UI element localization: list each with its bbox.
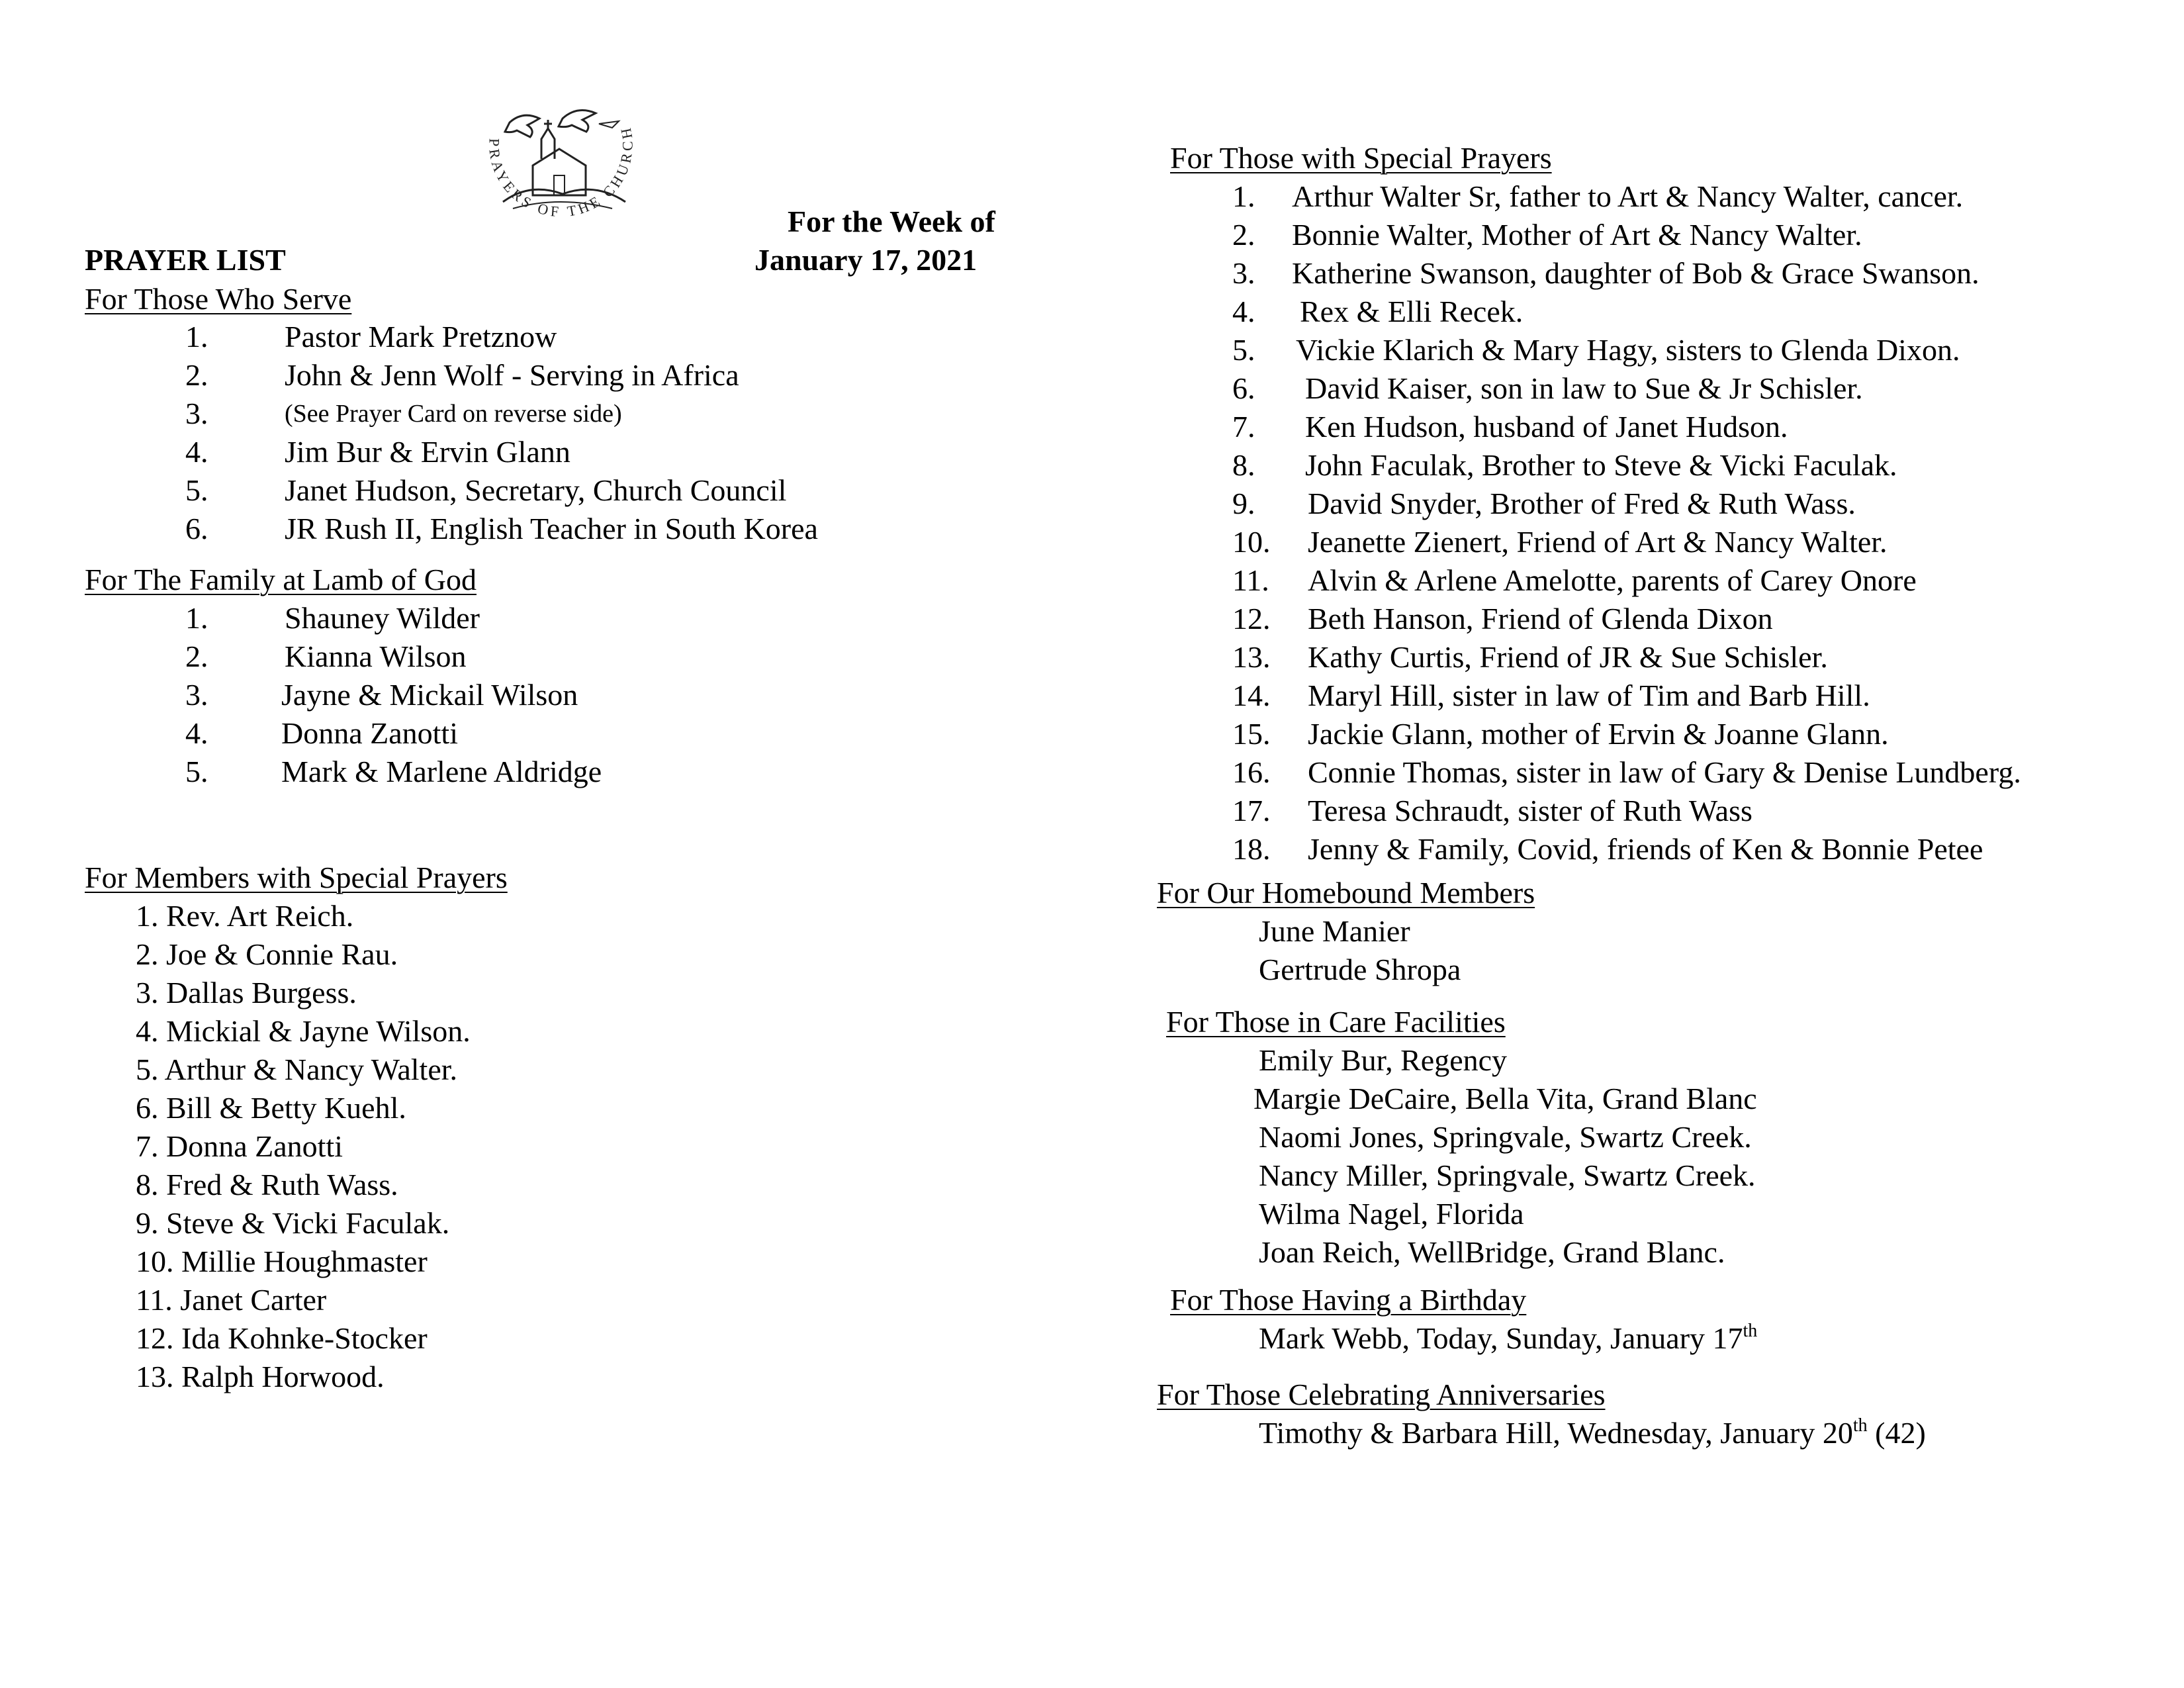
list-item: Joan Reich, WellBridge, Grand Blanc. (1259, 1235, 1725, 1269)
serve-heading: For Those Who Serve (85, 282, 352, 316)
prayers-of-the-church-logo (463, 96, 662, 248)
list-item: Margie DeCaire, Bella Vita, Grand Blanc (1253, 1082, 1757, 1115)
list-item: 3. Dallas Burgess. (136, 976, 357, 1009)
family-heading: For The Family at Lamb of God (85, 563, 477, 596)
homebound-heading: For Our Homebound Members (1157, 876, 1535, 910)
svg-text:PRAYERS OF THE CHURCH: PRAYERS OF THE CHURCH (486, 123, 636, 220)
list-item: 5. Arthur & Nancy Walter. (136, 1053, 458, 1086)
list-item: 9. Steve & Vicki Faculak. (136, 1206, 450, 1240)
list-item: 1. Rev. Art Reich. (136, 899, 354, 933)
list-item: 11. Janet Carter (136, 1283, 327, 1317)
list-item: Naomi Jones, Springvale, Swartz Creek. (1259, 1120, 1752, 1154)
list-item: 4. Mickial & Jayne Wilson. (136, 1014, 471, 1048)
page-title: PRAYER LIST (85, 243, 286, 277)
list-item: Wilma Nagel, Florida (1259, 1197, 1524, 1231)
week-date: January 17, 2021 (754, 243, 978, 277)
members-list (136, 897, 471, 1396)
week-label: For the Week of (788, 205, 995, 238)
anniversary-heading: For Those Celebrating Anniversaries (1157, 1378, 1606, 1411)
list-item: 2. Joe & Connie Rau. (136, 937, 398, 971)
special-heading: For Those with Special Prayers (1170, 141, 1552, 175)
anniversary-entry: Timothy & Barbara Hill, Wednesday, January 20th (42) (1259, 1415, 1926, 1450)
birthday-entry: Mark Webb, Today, Sunday, January 17th (1259, 1321, 1758, 1355)
list-item: Nancy Miller, Springvale, Swartz Creek. (1259, 1158, 1756, 1192)
members-heading: For Members with Special Prayers (85, 861, 508, 894)
list-item: 6. Bill & Betty Kuehl. (136, 1091, 406, 1125)
list-item: 13. Ralph Horwood. (136, 1360, 385, 1393)
birthday-heading: For Those Having a Birthday (1170, 1283, 1527, 1317)
list-item: 12. Ida Kohnke-Stocker (136, 1321, 428, 1355)
list-item: Emily Bur, Regency (1259, 1043, 1508, 1077)
care-heading: For Those in Care Facilities (1166, 1005, 1506, 1039)
list-item: June Manier (1259, 914, 1410, 948)
list-item: 7. Donna Zanotti (136, 1129, 343, 1163)
list-item: 10. Millie Houghmaster (136, 1244, 428, 1278)
list-item: Gertrude Shropa (1259, 953, 1461, 986)
list-item: 8. Fred & Ruth Wass. (136, 1168, 398, 1201)
